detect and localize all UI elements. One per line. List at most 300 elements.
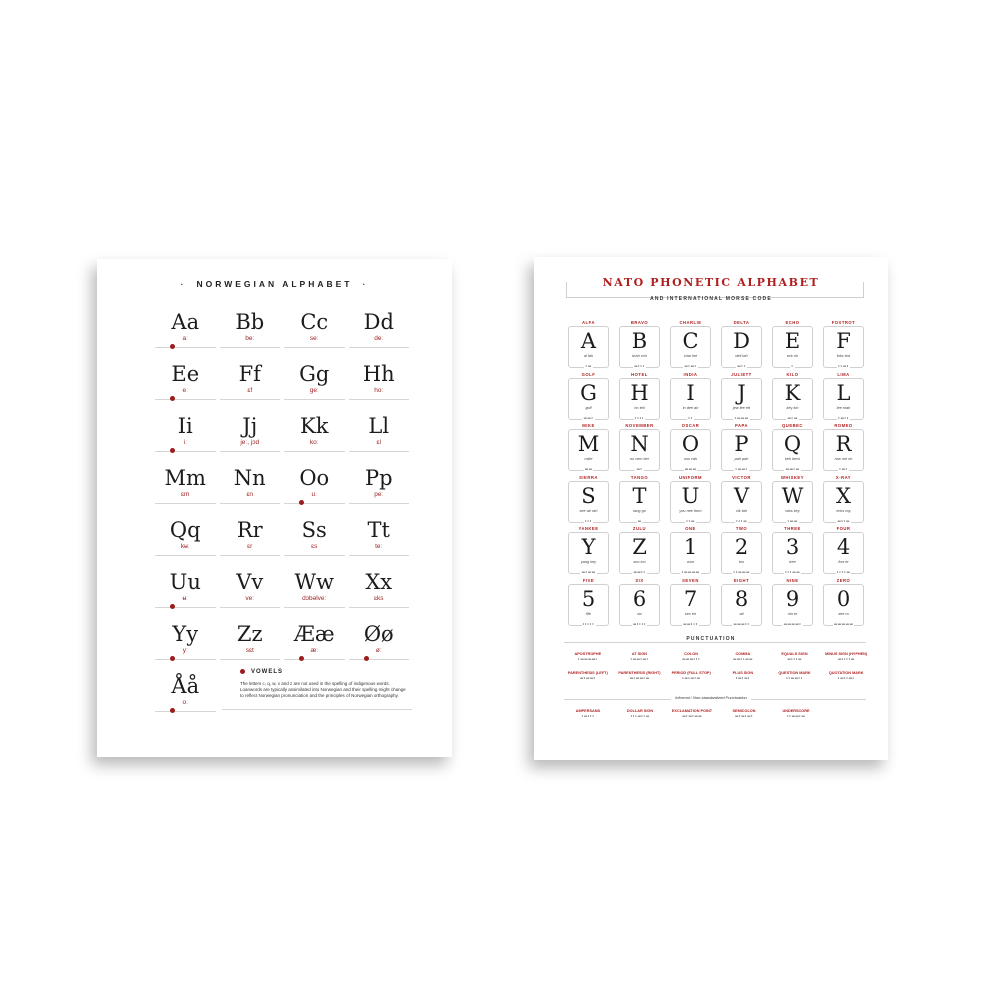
- informal-heading: [534, 695, 888, 700]
- pronunciation: vik tah: [736, 508, 747, 513]
- letter-box: [568, 532, 609, 574]
- letter-cell: [218, 568, 283, 620]
- letter-glyph: Uu: [169, 570, 201, 594]
- vowel-legend-label: VOWELS: [251, 669, 284, 676]
- morse-code-text: −−−−−: [833, 621, 854, 628]
- morse-code: [722, 570, 761, 576]
- code-word: GOLF: [581, 371, 596, 377]
- punctuation-name: QUOTATION MARK: [828, 671, 864, 675]
- letter-box: [772, 584, 813, 626]
- letter-box: [721, 532, 762, 574]
- punctuation-name: PERIOD (FULL STOP): [671, 671, 711, 675]
- punctuation-name: DOLLAR SIGN: [626, 709, 654, 713]
- letter-cell: [347, 412, 412, 464]
- pronunciation: ecks ray: [836, 508, 851, 513]
- punctuation-name: QUESTION MARK: [778, 671, 811, 675]
- punctuation-name: PARENTHESIS (RIGHT): [618, 671, 661, 675]
- letter-cell: [218, 620, 283, 672]
- nato-alphabet-poster: [534, 257, 888, 760]
- letter-glyph: Oo: [299, 466, 330, 490]
- nato-cell: [563, 423, 614, 475]
- letter-cell: [218, 412, 283, 464]
- morse-code-text: −··−: [837, 518, 850, 525]
- code-word: HOTEL: [631, 371, 648, 377]
- letter-glyph: V: [733, 483, 750, 508]
- letter-glyph: Ww: [294, 570, 335, 594]
- letter-glyph: Jj: [242, 414, 258, 438]
- punctuation-morse: ·−··−·: [837, 676, 855, 682]
- letter-underline: [284, 399, 345, 400]
- letter-cell: [282, 308, 347, 360]
- letter-pronunciation: koː: [309, 439, 319, 446]
- letter-cell: [347, 464, 412, 516]
- nato-cell: [614, 423, 665, 475]
- pronunciation: six: [637, 611, 642, 616]
- letter-glyph: Z: [632, 535, 647, 559]
- letter-underline: [349, 555, 410, 556]
- letter-cell: [218, 308, 283, 360]
- pronunciation: zee ro: [838, 611, 849, 616]
- letter-cell: [347, 620, 412, 672]
- punctuation-morse: −···−: [787, 657, 802, 663]
- letter-box: [772, 481, 813, 523]
- letter-box: [670, 532, 711, 574]
- letter-pronunciation: sɛt: [245, 647, 254, 654]
- letter-pronunciation: yː: [182, 647, 188, 654]
- letter-glyph: 7: [683, 586, 698, 611]
- letter-cell: [282, 620, 347, 672]
- letter-pronunciation: hoː: [374, 387, 384, 394]
- letter-glyph: Ee: [171, 362, 200, 386]
- vowel-dot-icon: [240, 669, 245, 674]
- letter-glyph: Rr: [236, 518, 263, 542]
- letter-underline: [349, 607, 410, 608]
- letter-box: [721, 481, 762, 523]
- letter-box: [619, 584, 660, 626]
- pronunciation: wun: [687, 560, 694, 564]
- morse-code-text: −·−: [787, 415, 798, 422]
- pronunciation: tang go: [633, 508, 646, 513]
- letter-underline: [220, 607, 281, 608]
- nato-cell: [767, 578, 818, 630]
- pronunciation: oss cah: [683, 457, 698, 461]
- code-word: SEVEN: [682, 577, 699, 583]
- norwegian-alphabet-poster: [97, 259, 452, 757]
- code-word: ALFA: [582, 320, 595, 325]
- letter-glyph: Zz: [236, 622, 263, 646]
- letter-box: [772, 429, 813, 471]
- code-word: QUEBEC: [782, 423, 803, 428]
- code-word: WHISKEY: [780, 474, 805, 480]
- letter-pronunciation: ɛl: [376, 439, 381, 446]
- letter-pronunciation: ɛm: [181, 491, 190, 498]
- pronunciation: ho tell: [634, 405, 645, 410]
- letter-underline: [155, 399, 216, 400]
- letter-underline: [349, 503, 410, 504]
- nato-cell: [563, 526, 614, 578]
- letter-underline: [220, 451, 281, 452]
- letter-underline: [284, 607, 345, 608]
- letter-cell: [347, 516, 412, 568]
- title-dot-right: ·: [362, 279, 369, 289]
- letter-glyph: M: [577, 432, 600, 456]
- letter-glyph: Mm: [164, 466, 206, 490]
- letter-glyph: Q: [783, 432, 802, 456]
- vowel-dot-icon: [170, 604, 175, 609]
- letter-glyph: Dd: [363, 310, 394, 334]
- punctuation-name: AMPERSAND: [575, 709, 601, 713]
- vowel-dot-icon: [170, 344, 175, 349]
- letter-pronunciation: oː: [182, 699, 188, 706]
- code-word: NOVEMBER: [625, 423, 654, 428]
- code-word: CHARLIE: [679, 320, 702, 325]
- letter-pronunciation: deː: [374, 335, 384, 342]
- letter-cell: [282, 516, 347, 568]
- letter-underline: [220, 659, 281, 660]
- letter-underline: [349, 659, 410, 660]
- punctuation-morse: ··−−··: [786, 676, 803, 682]
- nato-cell: [818, 372, 869, 424]
- morse-code: [620, 622, 659, 628]
- norwegian-title: [97, 279, 452, 289]
- informal-punctuation-item: [770, 709, 822, 721]
- morse-code: [773, 622, 812, 628]
- morse-code-text: ··−−−: [733, 570, 750, 576]
- nato-cell: [818, 320, 869, 372]
- letter-cell: [153, 672, 218, 724]
- letter-underline: [284, 659, 345, 660]
- letter-pronunciation: beː: [245, 335, 255, 342]
- nato-cell: [563, 372, 614, 424]
- letter-pronunciation: ɛr: [247, 543, 253, 550]
- letter-glyph: Tt: [367, 518, 390, 542]
- morse-code: [569, 364, 608, 370]
- letter-underline: [155, 659, 216, 660]
- letter-glyph: Hh: [362, 362, 395, 386]
- letter-underline: [349, 347, 410, 348]
- letter-pronunciation: æː: [310, 647, 319, 654]
- punctuation-divider: [564, 642, 866, 643]
- letter-cell: [218, 516, 283, 568]
- letter-glyph: Ff: [238, 362, 261, 386]
- pronunciation: pah pah: [734, 457, 749, 461]
- letter-glyph: I: [686, 380, 695, 405]
- punctuation-morse: ·−−·−·: [630, 657, 649, 663]
- letter-pronunciation: iː: [183, 439, 187, 446]
- letter-box: [772, 378, 813, 420]
- morse-code: [569, 416, 608, 422]
- code-word: FOXTROT: [831, 320, 856, 325]
- letter-box: [568, 326, 609, 368]
- letter-glyph: L: [836, 380, 851, 405]
- punctuation-morse: −·−·−·: [734, 714, 754, 720]
- pronunciation: too: [738, 560, 745, 564]
- letter-box: [619, 481, 660, 523]
- punctuation-name: COLON: [684, 652, 699, 656]
- punctuation-item: [820, 671, 872, 690]
- letter-underline: [220, 555, 281, 556]
- code-word: ZERO: [836, 577, 851, 583]
- informal-punctuation-item: [666, 709, 718, 721]
- morse-code-text: ·−−−−: [681, 570, 700, 576]
- nato-cell: [665, 423, 716, 475]
- punctuation-morse: ···−··−: [630, 714, 650, 720]
- pronunciation: you nee form: [679, 508, 702, 513]
- pronunciation: char lee: [683, 354, 698, 358]
- vowel-dot-icon: [170, 656, 175, 661]
- letter-glyph: B: [631, 329, 648, 353]
- letter-pronunciation: ɛn: [246, 491, 254, 498]
- letter-glyph: 6: [632, 586, 647, 611]
- letter-glyph: D: [733, 329, 750, 353]
- punctuation-name: AT SIGN: [631, 652, 648, 656]
- punctuation-name: SEMICOLON: [732, 709, 756, 713]
- letter-box: [670, 378, 711, 420]
- letter-box: [721, 584, 762, 626]
- letter-underline: [284, 555, 345, 556]
- morse-code-text: ···−: [735, 518, 748, 525]
- punctuation-heading: [534, 636, 888, 642]
- nato-cell: [716, 578, 767, 630]
- nato-cell: [665, 320, 716, 372]
- morse-code-text: ·−: [585, 364, 592, 370]
- pronunciation: see air rah: [579, 508, 598, 513]
- pronunciation: lee mah: [836, 405, 851, 410]
- letter-glyph: 1: [683, 535, 698, 559]
- norwegian-letter-grid: [153, 308, 411, 724]
- letter-pronunciation: uː: [311, 491, 317, 498]
- code-word: BRAVO: [630, 320, 649, 325]
- letter-box: [619, 429, 660, 471]
- punctuation-item: [665, 652, 717, 671]
- punctuation-name: COMMA: [735, 652, 751, 656]
- pronunciation: sev en: [684, 611, 697, 616]
- punctuation-name: MINUS SIGN (HYPHEN): [825, 652, 868, 656]
- letter-glyph: X: [836, 483, 851, 508]
- vowel-dot-icon: [299, 656, 304, 661]
- letter-box: [670, 481, 711, 523]
- morse-code-text: ···: [584, 518, 593, 525]
- letter-cell: [218, 464, 283, 516]
- punctuation-item: [562, 652, 614, 671]
- code-word: OSCAR: [681, 423, 700, 428]
- letter-cell: [153, 412, 218, 464]
- letter-pronunciation: dɔbəlveː: [302, 595, 327, 602]
- letter-underline: [349, 399, 410, 400]
- punctuation-morse: ·−−−−·: [577, 657, 598, 663]
- letter-glyph: Gg: [299, 362, 330, 386]
- pronunciation: in dee ah: [682, 405, 699, 410]
- letter-glyph: Qq: [169, 518, 201, 542]
- morse-code-text: ·−··: [837, 415, 850, 422]
- letter-glyph: G: [580, 380, 597, 405]
- letter-box: [568, 481, 609, 523]
- punctuation-item: [665, 671, 717, 690]
- code-word: YANKEE: [578, 526, 599, 531]
- nato-cell: [818, 526, 869, 578]
- letter-glyph: Bb: [235, 310, 265, 334]
- letter-glyph: S: [581, 483, 596, 508]
- code-word: ONE: [685, 526, 696, 531]
- pronunciation: nin er: [787, 611, 798, 616]
- morse-code: [569, 519, 608, 525]
- vowel-dot-icon: [170, 708, 175, 713]
- letter-pronunciation: teː: [375, 543, 383, 550]
- letter-underline: [220, 399, 281, 400]
- code-word: TANGO: [630, 474, 649, 480]
- letter-pronunciation: ɛs: [311, 543, 318, 550]
- morse-code: [620, 519, 659, 525]
- morse-code: [722, 519, 761, 525]
- morse-code-text: ····−: [836, 570, 851, 576]
- letter-glyph: Aa: [171, 310, 200, 334]
- letter-glyph: F: [836, 329, 851, 353]
- letter-box: [568, 429, 609, 471]
- punctuation-morse: −·−·−−: [682, 714, 702, 720]
- code-word: ZULU: [632, 526, 647, 531]
- pronunciation: row me oh: [834, 457, 853, 461]
- pronunciation: fife: [585, 611, 592, 616]
- letter-box: [721, 429, 762, 471]
- nato-cell: [767, 526, 818, 578]
- punctuation-item: [614, 652, 666, 671]
- code-word: ROMEO: [834, 423, 853, 428]
- morse-code-text: −·−−: [581, 570, 596, 576]
- pronunciation: tree: [789, 560, 796, 564]
- pronunciation: zoo loo: [633, 560, 646, 564]
- nato-cell: [818, 578, 869, 630]
- morse-code-text: −·: [636, 467, 643, 473]
- morse-code: [824, 622, 863, 628]
- morse-code-text: −−−−·: [783, 621, 802, 628]
- letter-box: [568, 584, 609, 626]
- letter-pronunciation: geː: [309, 387, 319, 394]
- letter-underline: [349, 451, 410, 452]
- pronunciation: mike: [584, 457, 593, 461]
- morse-code-text: ·−−·: [735, 467, 748, 473]
- code-word: NINE: [786, 577, 799, 583]
- letter-cell: [347, 360, 412, 412]
- letter-cell: [153, 464, 218, 516]
- morse-code: [620, 364, 659, 370]
- punctuation-name: PARENTHESIS (LEFT): [567, 671, 608, 675]
- morse-code-text: −····: [632, 621, 647, 628]
- letter-pronunciation: eː: [182, 387, 188, 394]
- informal-punctuation-item: [614, 709, 666, 721]
- punctuation-name: EXCLAMATION POINT: [671, 709, 713, 713]
- letter-glyph: 3: [785, 535, 800, 559]
- letter-glyph: 9: [785, 586, 800, 611]
- letter-glyph: Kk: [300, 414, 329, 438]
- nato-cell: [767, 372, 818, 424]
- letter-pronunciation: veː: [245, 595, 255, 602]
- morse-code-text: ·−−−: [734, 415, 749, 422]
- informal-punctuation-item: [718, 709, 770, 721]
- morse-code-text: −−···: [682, 621, 698, 628]
- letter-glyph: U: [681, 483, 700, 508]
- code-word: SIX: [635, 577, 644, 583]
- letter-pronunciation: ɛks: [374, 595, 384, 602]
- letter-glyph: W: [781, 483, 804, 508]
- code-word: DELTA: [733, 320, 750, 325]
- letter-glyph: Ii: [177, 414, 193, 438]
- letter-pronunciation: øː: [375, 647, 382, 654]
- nato-cell: [716, 526, 767, 578]
- letter-glyph: A: [580, 329, 597, 353]
- pronunciation: eck oh: [786, 354, 799, 358]
- letter-pronunciation: kʉː: [180, 543, 190, 550]
- morse-code-text: −···: [633, 364, 646, 370]
- punctuation-grid: [562, 652, 872, 690]
- nato-cell: [665, 372, 716, 424]
- letter-box: [670, 584, 711, 626]
- punctuation-item: [717, 671, 769, 690]
- letter-glyph: Pp: [364, 466, 393, 490]
- pronunciation: fow er: [838, 560, 849, 564]
- morse-code: [773, 364, 812, 370]
- nato-cell: [767, 320, 818, 372]
- nato-cell: [563, 578, 614, 630]
- pronunciation: wiss key: [785, 508, 800, 513]
- punctuation-item: [562, 671, 614, 690]
- nato-cell: [563, 320, 614, 372]
- letter-glyph: E: [784, 329, 801, 353]
- letter-glyph: Vv: [236, 570, 264, 594]
- orthography-note: The letters c, q, w, x and z are not used in the spelling of indigenous words. Loanwords are typically assimilated into Norwegian and their spelling might change to reflect Norwegian pronunciation and the principles of Norwegian orthography.: [240, 681, 406, 699]
- punctuation-morse: −−−···: [682, 657, 701, 663]
- nato-cell: [716, 320, 767, 372]
- letter-glyph: K: [784, 380, 801, 405]
- punctuation-morse: ·−·−·: [735, 676, 751, 682]
- letter-glyph: T: [632, 483, 647, 508]
- pronunciation: golf: [585, 405, 592, 410]
- pronunciation: brah voh: [632, 354, 647, 358]
- letter-pronunciation: peː: [374, 491, 384, 498]
- title-dot-left: ·: [180, 279, 187, 289]
- letter-glyph: 2: [734, 535, 749, 559]
- nato-cell: [563, 475, 614, 527]
- letter-pronunciation: seː: [309, 335, 319, 342]
- morse-code: [620, 570, 659, 576]
- letter-underline: [155, 711, 216, 712]
- letter-glyph: H: [630, 380, 649, 405]
- nato-cell: [716, 423, 767, 475]
- morse-code-text: ··: [688, 415, 693, 422]
- code-word: KILO: [786, 371, 799, 377]
- letter-cell: [153, 516, 218, 568]
- nato-cell: [665, 526, 716, 578]
- letter-cell: [153, 620, 218, 672]
- letter-glyph: Øø: [363, 622, 394, 646]
- letter-underline: [155, 503, 216, 504]
- letter-box: [823, 326, 864, 368]
- letter-cell: [282, 360, 347, 412]
- morse-code: [671, 622, 710, 628]
- morse-code: [773, 519, 812, 525]
- nato-cell: [818, 475, 869, 527]
- morse-code-text: −··: [737, 364, 746, 370]
- letter-glyph: Åå: [171, 674, 200, 698]
- nato-subtitle: AND INTERNATIONAL MORSE CODE: [650, 296, 772, 302]
- code-word: LIMA: [837, 371, 850, 377]
- letter-box: [568, 378, 609, 420]
- letter-underline: [284, 451, 345, 452]
- pronunciation: al fah: [583, 354, 594, 358]
- code-word: MIKE: [582, 423, 595, 428]
- morse-code-text: −−−··: [733, 621, 750, 628]
- morse-code-text: −−··: [633, 570, 646, 576]
- letter-glyph: Nn: [233, 466, 266, 490]
